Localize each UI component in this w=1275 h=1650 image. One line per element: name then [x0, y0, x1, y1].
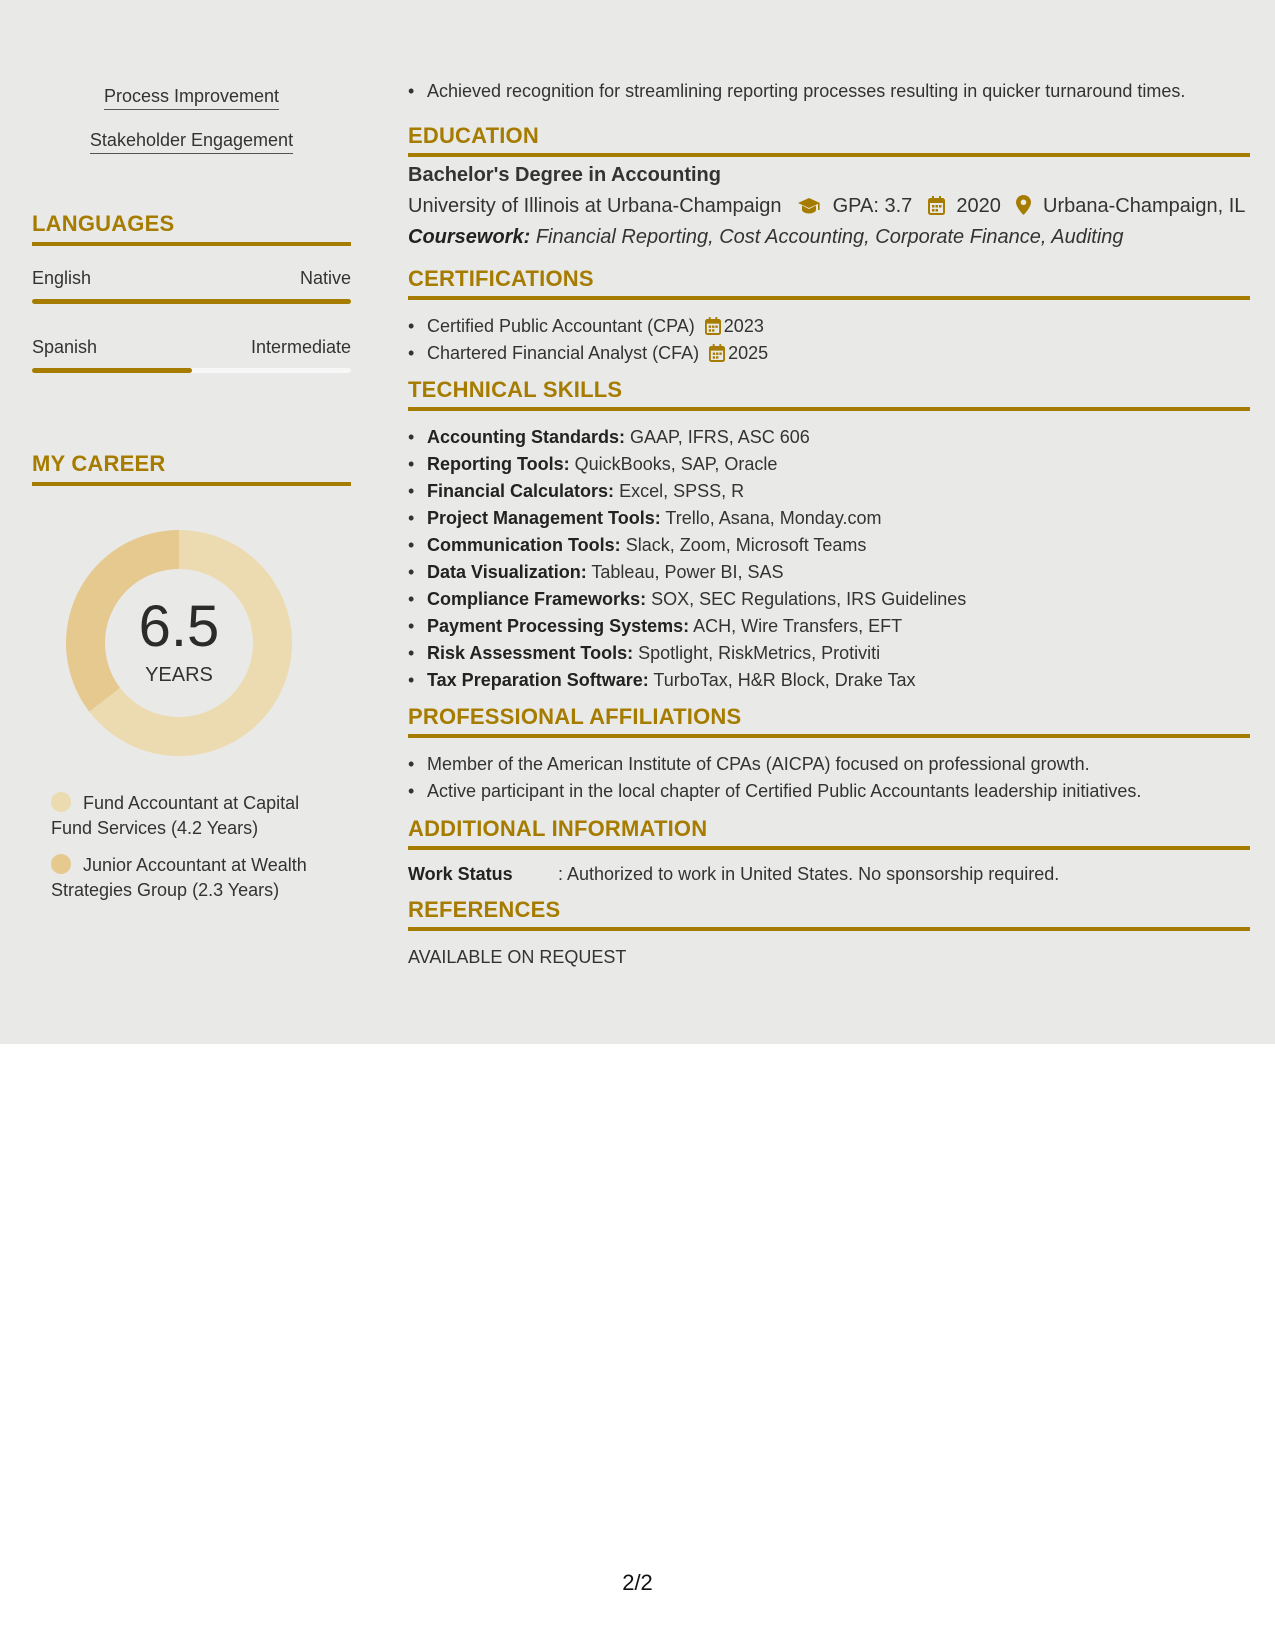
- certification-year: 2025: [728, 343, 769, 363]
- skill-value: Slack, Zoom, Microsoft Teams: [625, 535, 867, 555]
- skill-value: Spotlight, RiskMetrics, Protiviti: [638, 643, 881, 663]
- legend-dot: [51, 792, 71, 812]
- language-name: English: [32, 268, 92, 288]
- technical-skill-item: [408, 427, 1250, 448]
- coursework-label: Coursework:: [408, 226, 531, 248]
- language-bar: [32, 299, 351, 304]
- certification-name: Chartered Financial Analyst (CFA): [427, 343, 700, 363]
- skill-label: Payment Processing Systems:: [427, 616, 690, 636]
- language-name: Spanish: [32, 337, 98, 357]
- references-heading: REFERENCES: [408, 897, 1250, 931]
- education-school: University of Illinois at Urbana-Champaign: [408, 195, 782, 217]
- skill-value: ACH, Wire Transfers, EFT: [693, 616, 903, 636]
- skill-label: Communication Tools:: [427, 535, 621, 555]
- technical-skills-heading: TECHNICAL SKILLS: [408, 377, 1250, 411]
- education-year: 2020: [956, 195, 1001, 217]
- references-text: AVAILABLE ON REQUEST: [408, 947, 627, 967]
- calendar-icon: [709, 344, 725, 367]
- graduation-cap-icon: [797, 197, 821, 221]
- career-total: 6.5: [138, 594, 220, 659]
- skill-value: Excel, SPSS, R: [619, 481, 745, 501]
- technical-skill-item: [408, 562, 1250, 583]
- certification-item: [408, 316, 1250, 340]
- certifications-heading: CERTIFICATIONS: [408, 266, 1250, 300]
- career-heading: MY CAREER: [32, 451, 351, 486]
- career-legend-item: [51, 853, 341, 903]
- education-coursework: [408, 226, 1124, 249]
- skill-value: GAAP, IFRS, ASC 606: [630, 427, 810, 447]
- career-unit: YEARS: [145, 664, 213, 686]
- skill-value: SOX, SEC Regulations, IRS Guidelines: [651, 589, 967, 609]
- work-status-row: [408, 864, 1059, 885]
- technical-skill-item: [408, 481, 1250, 502]
- skill-value: Tableau, Power BI, SAS: [591, 562, 784, 582]
- affiliation-item: • Member of the American Institute of CPAs (AICPA) focused on professional growth.: [408, 754, 1250, 775]
- skill-label: Project Management Tools:: [427, 508, 661, 528]
- calendar-icon: [705, 317, 721, 340]
- map-pin-icon: [1016, 195, 1031, 221]
- certification-year: 2023: [723, 316, 764, 336]
- technical-skill-item: [408, 454, 1250, 475]
- certification-name: Certified Public Accountant (CPA): [427, 316, 695, 336]
- work-status-label: Work Status: [408, 864, 513, 884]
- technical-skill-item: [408, 616, 1250, 637]
- skill-label: Tax Preparation Software:: [427, 670, 649, 690]
- skill-tag: Stakeholder Engagement: [32, 130, 351, 154]
- page-number: 2/2: [622, 1570, 653, 1595]
- certification-item: [408, 343, 1250, 367]
- education-location: Urbana-Champaign, IL: [1043, 195, 1246, 217]
- skill-tag: Process Improvement: [32, 86, 351, 110]
- legend-dot: [51, 854, 71, 874]
- affiliations-heading: PROFESSIONAL AFFILIATIONS: [408, 704, 1250, 738]
- education-gpa: GPA: 3.7: [832, 195, 913, 217]
- legend-label: Fund Accountant at Capital Fund Services (4.2 Years): [51, 793, 300, 838]
- skill-value: Trello, Asana, Monday.com: [665, 508, 882, 528]
- skill-label: Accounting Standards:: [427, 427, 626, 447]
- language-level: Native: [299, 268, 351, 288]
- education-heading: EDUCATION: [408, 123, 1250, 157]
- skill-label: Data Visualization:: [427, 562, 587, 582]
- legend-label: Junior Accountant at Wealth Strategies Group (2.3 Years): [51, 855, 307, 900]
- additional-info-heading: ADDITIONAL INFORMATION: [408, 816, 1250, 850]
- education-details: [408, 195, 1245, 221]
- work-status-value: : Authorized to work in United States. No sponsorship required.: [558, 864, 1060, 884]
- skill-value: TurboTax, H&R Block, Drake Tax: [653, 670, 916, 690]
- technical-skill-item: [408, 535, 1250, 556]
- technical-skill-item: [408, 643, 1250, 664]
- skill-label: Reporting Tools:: [427, 454, 570, 474]
- technical-skill-item: [408, 670, 1250, 691]
- skill-label: Financial Calculators:: [427, 481, 615, 501]
- technical-skill-item: [408, 589, 1250, 610]
- language-bar-fill: [32, 299, 351, 304]
- affiliation-item: • Active participant in the local chapter of Certified Public Accountants leadership initiatives.: [408, 781, 1250, 802]
- career-legend-item: [51, 791, 341, 841]
- language-level: Intermediate: [250, 337, 351, 357]
- education-degree: Bachelor's Degree in Accounting: [408, 164, 721, 186]
- skill-label: Risk Assessment Tools:: [427, 643, 634, 663]
- language-bar-fill: [32, 368, 192, 373]
- coursework-list: Financial Reporting, Cost Accounting, Corporate Finance, Auditing: [535, 226, 1124, 248]
- experience-bullet: • Achieved recognition for streamlining reporting processes resulting in quicker turnaround times.: [408, 81, 1250, 102]
- calendar-icon: [928, 196, 945, 221]
- skill-label: Compliance Frameworks:: [427, 589, 647, 609]
- language-bar: [32, 368, 351, 373]
- technical-skill-item: [408, 508, 1250, 529]
- skill-value: QuickBooks, SAP, Oracle: [574, 454, 778, 474]
- languages-heading: LANGUAGES: [32, 211, 351, 246]
